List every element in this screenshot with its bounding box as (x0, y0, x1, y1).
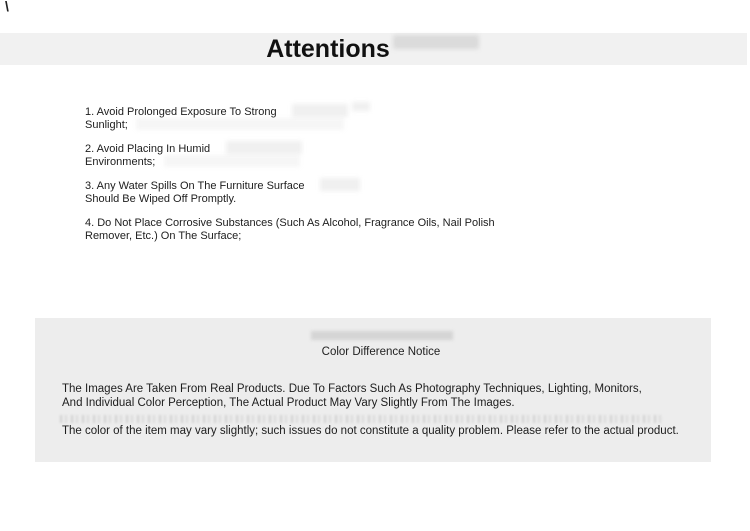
list-item-line: 3. Any Water Spills On The Furniture Surface (85, 180, 305, 192)
notice-paragraph-line: The Images Are Taken From Real Products. Due To Factors Such As Photography Techniques, Lighting, Monitors, (62, 383, 642, 395)
erased-text-smudge (393, 35, 479, 49)
list-item (85, 217, 495, 243)
header-band (0, 33, 747, 65)
erased-text-smudge (311, 331, 453, 340)
erased-text-smudge (320, 178, 360, 191)
list-item-line: Should Be Wiped Off Promptly. (85, 193, 237, 205)
notice-paragraph-line: The color of the item may vary slightly; such issues do not constitute a quality problem. Please refer to the actual product. (62, 425, 679, 437)
list-item-line: 2. Avoid Placing In Humid (85, 143, 211, 155)
erased-text-smudge (352, 102, 370, 111)
erased-text-smudge (292, 104, 348, 117)
erased-text-smudge (226, 141, 302, 154)
color-difference-notice-box (35, 318, 711, 462)
erased-text-line-smudge (60, 415, 662, 423)
notice-title: Color Difference Notice (321, 346, 441, 358)
list-item-line: 1. Avoid Prolonged Exposure To Strong (85, 106, 277, 118)
list-item (85, 180, 495, 206)
list-item-line: Environments; (85, 156, 156, 168)
list-item-line: Remover, Etc.) On The Surface; (85, 230, 242, 242)
erased-text-smudge (164, 155, 300, 167)
list-item-line: 4. Do Not Place Corrosive Substances (Such As Alcohol, Fragrance Oils, Nail Polish (85, 217, 495, 229)
notice-paragraph-line: And Individual Color Perception, The Actual Product May Vary Slightly From The Images. (62, 397, 515, 409)
list-item-line: Sunlight; (85, 119, 128, 131)
page-title: Attentions (266, 35, 390, 63)
stray-pen-mark: \ (5, 0, 9, 14)
erased-text-smudge (136, 118, 344, 130)
